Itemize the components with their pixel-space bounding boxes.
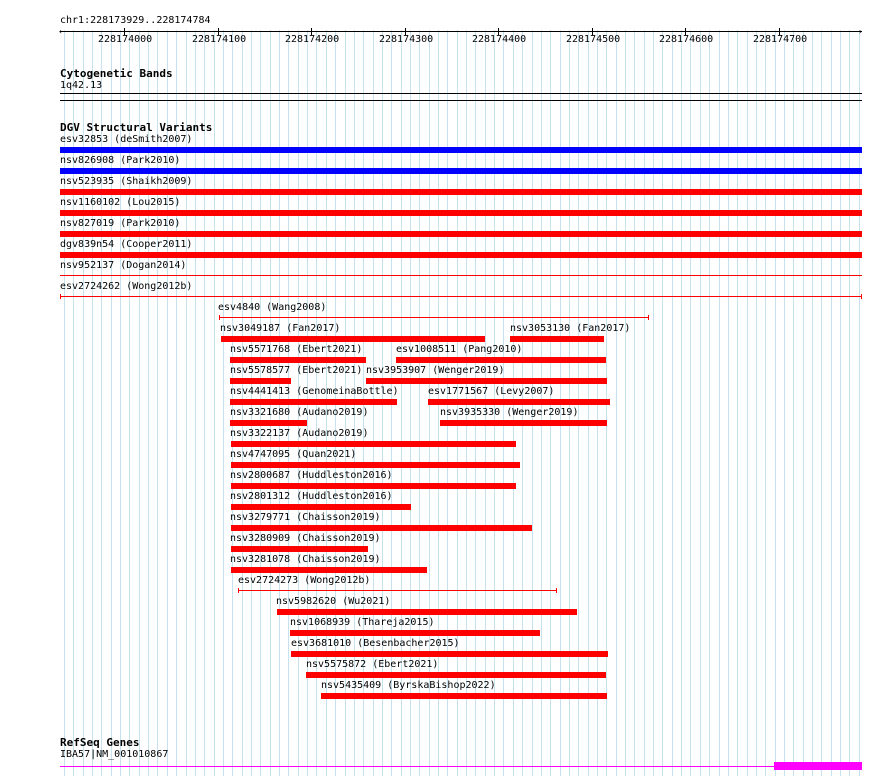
dgv-variant-label[interactable]: nsv827019 (Park2010)	[60, 218, 181, 229]
dgv-variant-label[interactable]: nsv5571768 (Ebert2021)	[230, 344, 363, 355]
dgv-variant-bar[interactable]	[60, 252, 862, 258]
dgv-variant-bar[interactable]	[428, 399, 610, 405]
dgv-variant-label[interactable]: nsv1068939 (Thareja2015)	[290, 617, 435, 628]
dgv-variant-bar[interactable]	[396, 357, 606, 363]
ruler-tick-label: 228174300	[379, 34, 434, 45]
dgv-variant-bar[interactable]	[510, 336, 604, 342]
dgv-variant-label[interactable]: esv32853 (deSmith2007)	[60, 134, 193, 145]
dgv-variant-bar[interactable]	[290, 630, 540, 636]
dgv-variant-bar[interactable]	[60, 294, 862, 299]
dgv-variant-label[interactable]: nsv2800687 (Huddleston2016)	[230, 470, 393, 481]
cytoband-label: 1q42.13	[60, 80, 103, 91]
dgv-variant-label[interactable]: nsv2801312 (Huddleston2016)	[230, 491, 393, 502]
ruler-tick-label: 228174100	[192, 34, 247, 45]
dgv-variant-label[interactable]: esv3681010 (Besenbacher2015)	[291, 638, 460, 649]
dgv-variant-label[interactable]: nsv4747095 (Quan2021)	[230, 449, 357, 460]
dgv-variant-bar[interactable]	[231, 483, 516, 489]
dgv-variant-label[interactable]: nsv3053130 (Fan2017)	[510, 323, 631, 334]
dgv-track-title: DGV Structural Variants	[60, 121, 213, 134]
dgv-variant-bar-line	[61, 296, 861, 297]
dgv-variant-label[interactable]: nsv4441413 (GenomeinaBottle)	[230, 386, 399, 397]
dgv-variant-bar[interactable]	[231, 546, 368, 552]
dgv-variant-bar[interactable]	[230, 357, 366, 363]
dgv-variant-bar[interactable]	[60, 189, 862, 195]
dgv-variant-bar[interactable]	[231, 525, 532, 531]
dgv-variant-label[interactable]: nsv3049187 (Fan2017)	[220, 323, 341, 334]
dgv-variant-label[interactable]: nsv1160102 (Lou2015)	[60, 197, 181, 208]
refseq-gene-exon[interactable]	[774, 762, 862, 770]
dgv-variant-label[interactable]: nsv952137 (Dogan2014)	[60, 260, 187, 271]
dgv-variant-label[interactable]: esv2724273 (Wong2012b)	[238, 575, 371, 586]
dgv-variant-bar[interactable]	[231, 441, 516, 447]
dgv-variant-bar[interactable]	[366, 378, 607, 384]
dgv-variant-bar[interactable]	[60, 275, 862, 276]
dgv-variant-bar[interactable]	[60, 231, 862, 237]
ruler-tick-label: 228174000	[98, 34, 153, 45]
ruler-tick-label: 228174600	[659, 34, 714, 45]
dgv-variant-label[interactable]: nsv3321680 (Audano2019)	[230, 407, 369, 418]
refseq-track-title: RefSeq Genes	[60, 736, 140, 749]
ruler-tick-label: 228174700	[753, 34, 808, 45]
ruler-tick-label: 228174200	[285, 34, 340, 45]
dgv-variant-bar[interactable]	[231, 567, 427, 573]
dgv-variant-bar[interactable]	[306, 672, 606, 678]
dgv-variant-bar[interactable]	[321, 693, 607, 699]
locus-label: chr1:228173929..228174784	[60, 15, 211, 26]
dgv-variant-bar[interactable]	[291, 651, 608, 657]
dgv-variant-bar-line	[220, 317, 648, 318]
dgv-variant-bar[interactable]	[60, 168, 862, 174]
dgv-variant-label[interactable]: nsv826908 (Park2010)	[60, 155, 181, 166]
ruler-tick-label: 228174500	[566, 34, 621, 45]
refseq-gene-intron-line[interactable]	[60, 766, 775, 767]
ruler-tick-label: 228174400	[472, 34, 527, 45]
ruler[interactable]	[60, 26, 862, 46]
dgv-variant-label[interactable]: nsv3281078 (Chaisson2019)	[230, 554, 381, 565]
ruler-axis	[60, 31, 862, 32]
dgv-variant-label[interactable]: esv2724262 (Wong2012b)	[60, 281, 193, 292]
dgv-variant-label[interactable]: nsv3322137 (Audano2019)	[230, 428, 369, 439]
cytoband-line-top	[60, 93, 862, 94]
dgv-variant-bar[interactable]	[230, 399, 397, 405]
ruler-right-arrow: ›	[858, 27, 863, 36]
dgv-variant-label[interactable]: nsv3935330 (Wenger2019)	[440, 407, 579, 418]
dgv-variant-bar[interactable]	[231, 504, 411, 510]
dgv-variant-label[interactable]: esv1771567 (Levy2007)	[428, 386, 555, 397]
dgv-variant-label[interactable]: esv1008511 (Pang2010)	[396, 344, 523, 355]
dgv-variant-bar[interactable]	[230, 420, 307, 426]
dgv-variant-bar[interactable]	[219, 315, 649, 320]
dgv-variant-label[interactable]: nsv5982620 (Wu2021)	[276, 596, 391, 607]
dgv-variant-bar[interactable]	[60, 147, 862, 153]
dgv-variant-label[interactable]: nsv3279771 (Chaisson2019)	[230, 512, 381, 523]
dgv-variant-label[interactable]: nsv5435409 (ByrskaBishop2022)	[321, 680, 496, 691]
dgv-variant-label[interactable]: nsv3280909 (Chaisson2019)	[230, 533, 381, 544]
cytoband-track-title: Cytogenetic Bands	[60, 67, 173, 80]
dgv-variant-bar[interactable]	[60, 210, 862, 216]
refseq-gene-label[interactable]: IBA57|NM_001010867	[60, 749, 169, 760]
dgv-variant-bar-line	[239, 590, 556, 591]
dgv-variant-bar[interactable]	[221, 336, 485, 342]
ruler-left-arrow: ‹	[58, 27, 63, 36]
dgv-variant-bar[interactable]	[231, 462, 520, 468]
dgv-variant-bar[interactable]	[238, 588, 557, 593]
dgv-variant-bar[interactable]	[230, 378, 291, 384]
cytoband-line-bottom	[60, 100, 862, 101]
dgv-variant-label[interactable]: nsv5578577 (Ebert2021)	[230, 365, 363, 376]
dgv-variant-label[interactable]: esv4840 (Wang2008)	[218, 302, 327, 313]
dgv-variant-label[interactable]: nsv5575872 (Ebert2021)	[306, 659, 439, 670]
dgv-variant-label[interactable]: nsv523935 (Shaikh2009)	[60, 176, 193, 187]
dgv-variant-label[interactable]: nsv3953907 (Wenger2019)	[366, 365, 505, 376]
dgv-variant-bar[interactable]	[440, 420, 607, 426]
dgv-variant-bar[interactable]	[277, 609, 577, 615]
dgv-variant-label[interactable]: dgv839n54 (Cooper2011)	[60, 239, 193, 250]
